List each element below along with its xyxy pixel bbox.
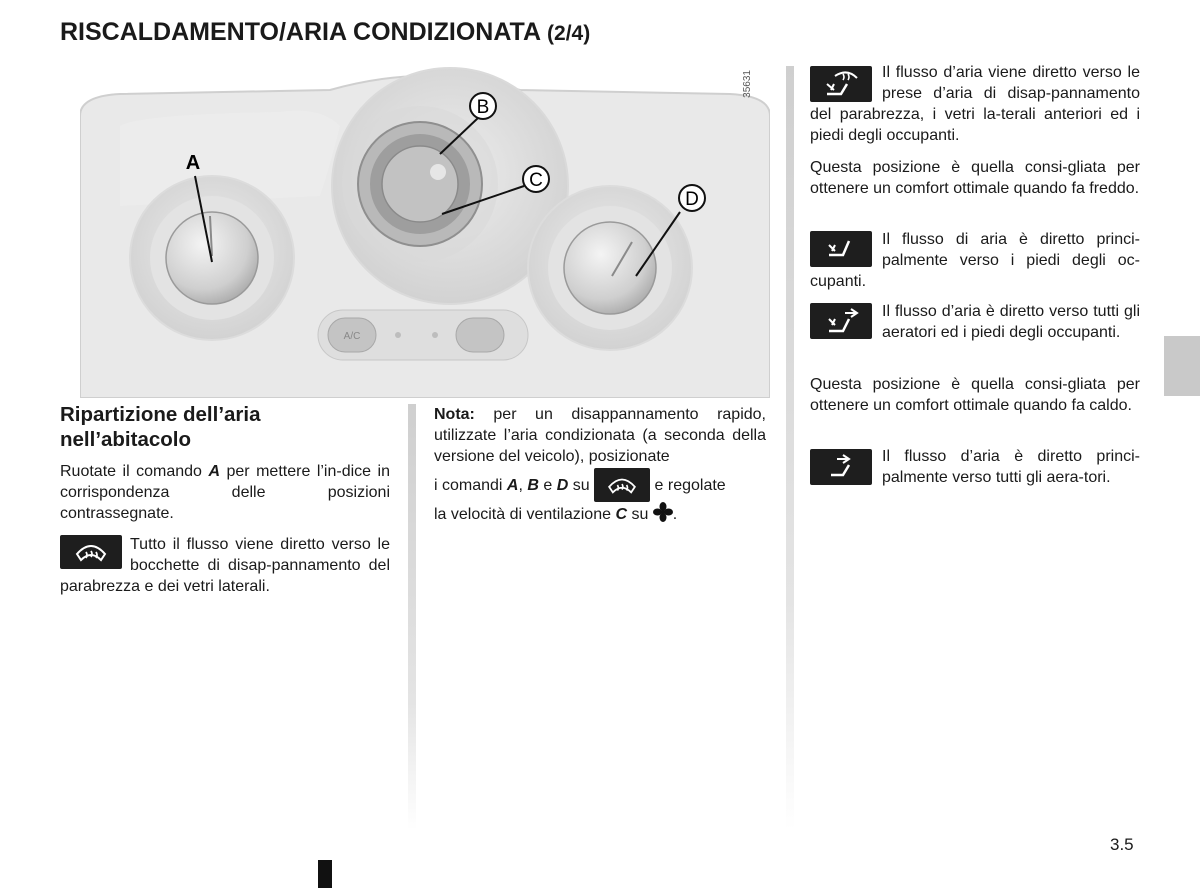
- column-divider: [786, 66, 794, 830]
- fan-icon: [653, 502, 673, 522]
- section-tab: [1164, 336, 1200, 396]
- control-panel-figure: [80, 66, 770, 398]
- page-title: [60, 18, 590, 47]
- intro-paragraph: [60, 461, 390, 524]
- mode-1-text: Il flusso d’aria viene diretto verso le prese d’aria di disap-pannamento del parabrezza, i vetri la-terali anteriori ed i piedi degli occupanti.: [810, 64, 1140, 144]
- note-line-a-end: e regolate: [650, 477, 726, 494]
- mode-3-text: Il flusso d’aria è diretto verso tutti gli aeratori ed i piedi degli occupanti.: [882, 303, 1140, 341]
- page-number: 3.5: [1110, 835, 1134, 854]
- section-heading: [60, 402, 390, 452]
- sep: ,: [518, 477, 528, 494]
- note-end: .: [672, 506, 678, 523]
- defrost-text: Tutto il flusso viene diretto verso le bocchette di disap-pannamento del parabrezza e dei vetri laterali.: [60, 536, 390, 595]
- column-divider: [408, 404, 416, 830]
- key-d: D: [556, 477, 569, 494]
- note-text: per un disappannamento rapido, utilizzate l’aria condizionata (a seconda della versione del veicolo), posizionate: [434, 406, 766, 465]
- label-a: A: [185, 152, 201, 174]
- key-c: C: [615, 506, 627, 523]
- intro-text: Ruotate il comando: [60, 463, 209, 480]
- windscreen-defrost-icon: [594, 468, 650, 502]
- label-c: C: [529, 170, 543, 191]
- label-b: B: [476, 97, 490, 118]
- heading-line-1: Ripartizione dell’aria: [60, 403, 261, 426]
- page-title-part: (2/4): [547, 22, 591, 45]
- mode-3-description: [810, 301, 1140, 343]
- label-d: D: [685, 189, 699, 210]
- mode-1-description: [810, 62, 1140, 146]
- su: su: [568, 477, 595, 494]
- mode-4-text: Il flusso d’aria è diretto princi-palmente verso tutti gli aera-tori.: [882, 448, 1140, 486]
- note-paragraph: [434, 404, 766, 467]
- ac-button-label: A/C: [343, 331, 361, 342]
- key-b: B: [527, 477, 539, 494]
- mode-4-description: [810, 446, 1140, 488]
- su: su: [627, 506, 653, 523]
- sep: e: [538, 477, 557, 494]
- intro-key: A: [208, 463, 220, 480]
- page-title-text: RISCALDAMENTO/ARIA CONDIZIONATA: [60, 18, 541, 46]
- figure-code: 35631: [742, 70, 753, 98]
- note-line-b: la velocità di ventilazione: [434, 506, 616, 523]
- heading-line-2: nell’abitacolo: [60, 428, 191, 451]
- mode-1-note: Questa posizione è quella consi-gliata per ottenere un comfort ottimale quando fa freddo.: [810, 159, 1140, 197]
- mode-3-note: Questa posizione è quella consi-gliata per ottenere un comfort ottimale quando fa caldo.: [810, 376, 1140, 414]
- intro-text-rest: per mettere l’in-dice in corrispondenza delle posizioni contrassegnate.: [60, 463, 391, 522]
- note-paragraph-cont: [434, 468, 774, 527]
- note-line-a: i comandi: [434, 477, 507, 494]
- note-label: Nota:: [434, 406, 475, 423]
- key-a: A: [506, 477, 519, 494]
- mode-2-text: Il flusso di aria è diretto princi-palmente verso i piedi degli oc-cupanti.: [810, 231, 1140, 290]
- defrost-description: [60, 534, 390, 597]
- print-mark: [318, 860, 332, 888]
- mode-2-description: [810, 229, 1140, 292]
